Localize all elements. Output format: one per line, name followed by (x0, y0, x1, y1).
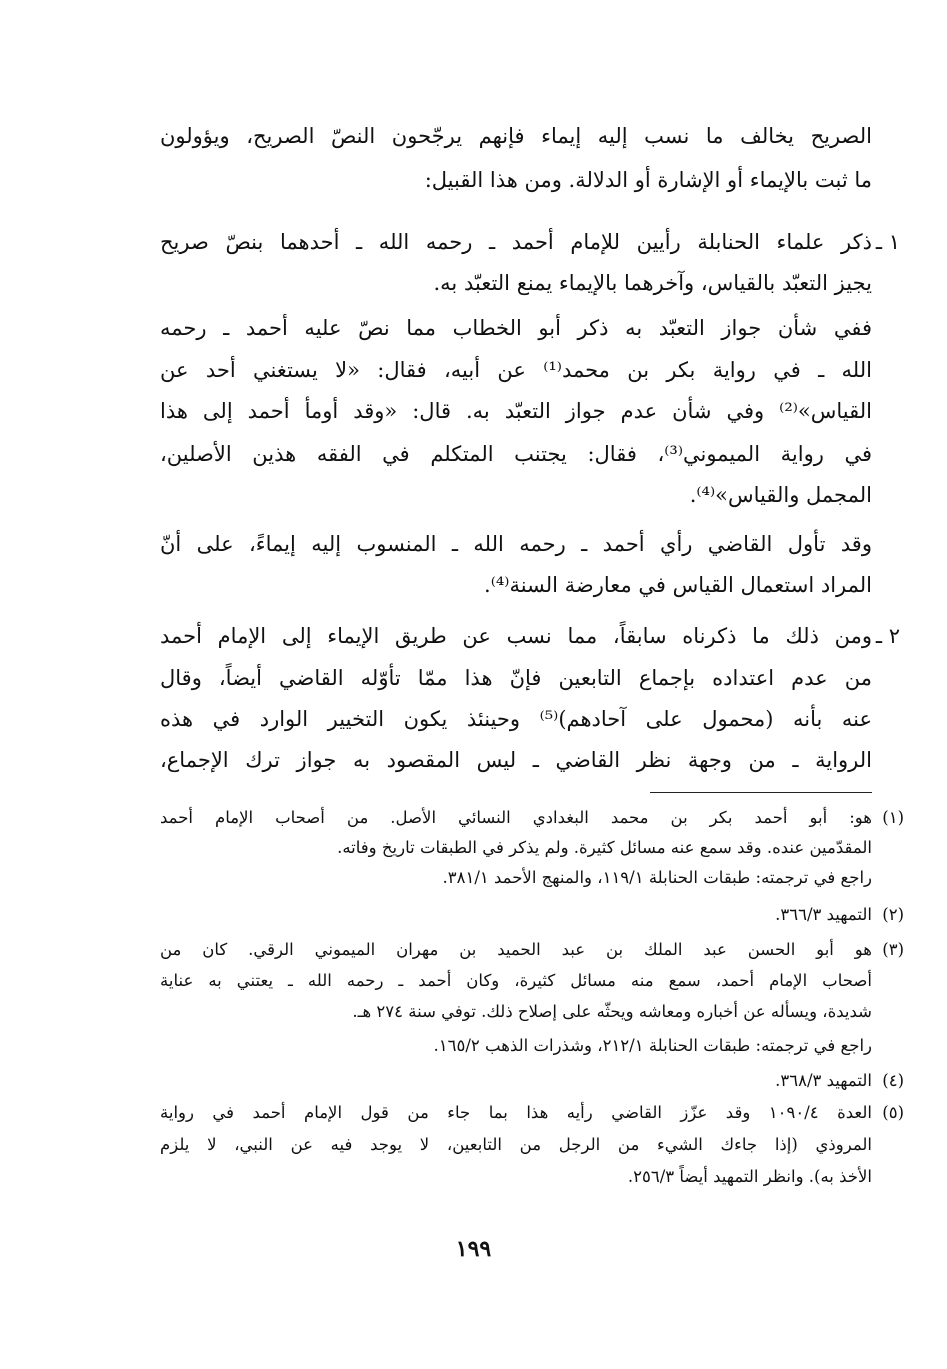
text-line: في رواية الميموني⁽³⁾، فقال: يجتنب المتكلم في الفقه هذين الأصلين، (160, 442, 872, 466)
text-line: المراد استعمال القياس في معارضة السنة⁽⁴⁾. (484, 573, 872, 597)
footnote-line: هو: أبو أحمد بكر بن محمد البغدادي النسائي الأصل. من أصحاب الإمام أحمد (160, 808, 872, 827)
page-number: ١٩٩ (455, 1236, 492, 1262)
text-line: وقد تأول القاضي رأي أحمد ـ رحمه الله ـ المنسوب إليه إيماءً، على أنّ (160, 532, 872, 556)
footnote-line: أصحاب الإمام أحمد، سمع منه مسائل كثيرة، وكان أحمد ـ رحمه الله ـ يعتني به عناية (160, 971, 872, 990)
footnote-line: هو أبو الحسن عبد الملك بن عبد الحميد بن مهران الميموني الرقي. كان من (160, 940, 872, 959)
text-line: ففي شأن جواز التعبّد به ذكر أبو الخطاب مما نصّ عليه أحمد ـ رحمه (160, 316, 872, 340)
footnote-line: العدة ١٠٩٠/٤ وقد عزّز القاضي رأيه هذا بما جاء من قول الإمام أحمد في رواية (160, 1103, 872, 1122)
footnote-number: (٤) (882, 1071, 904, 1090)
footnote-line: المروذي (إذا جاءك الشيء من الرجل من التابعين، لا يوجد فيه عن النبي، لا يلزم (160, 1135, 872, 1154)
footnote-number: (٢) (882, 905, 904, 924)
text-line: ذكر علماء الحنابلة رأيين للإمام أحمد ـ رحمه الله ـ أحدهما بنصّ صريح (160, 230, 872, 254)
text-line: المجمل والقياس»⁽⁴⁾. (689, 483, 872, 507)
text-line: عنه بأنه (محمول على آحادهم)⁽⁵⁾ وحينئذ يكون التخيير الوارد في هذه (160, 707, 872, 731)
footnote-line: التمهيد ٣٦٨/٣. (775, 1071, 872, 1090)
text-line: الصريح يخالف ما نسب إليه إيماء فإنهم يرجّحون النصّ الصريح، ويؤولون (160, 124, 872, 148)
text-line: القياس»⁽²⁾ وفي شأن عدم جواز التعبّد به. قال: «وقد أومأ أحمد إلى هذا (160, 399, 872, 423)
footnote-line: التمهيد ٣٦٦/٣. (775, 905, 872, 924)
list-number: ١ ـ (875, 230, 900, 254)
footnote-number: (١) (882, 808, 904, 827)
text-line: الله ـ في رواية بكر بن محمد⁽¹⁾ عن أبيه، فقال: «لا يستغني أحد عن (160, 358, 872, 382)
footnote-line: المقدّمين عنده. وقد سمع عنه مسائل كثيرة. ولم يذكر في الطبقات تاريخ وفاته. (337, 838, 872, 857)
text-line: يجيز التعبّد بالقياس، وآخرهما بالإيماء يمنع التعبّد به. (433, 271, 872, 295)
text-line: من عدم اعتداده بإجماع التابعين فإنّ هذا ممّا تأوّله القاضي أيضاً، وقال (160, 666, 872, 690)
footnote-line: شديدة، ويسأله عن أخباره ومعاشه ويحثّه على إصلاح ذلك. توفي سنة ٢٧٤ هـ. (352, 1002, 872, 1021)
text-line: الرواية ـ من وجهة نظر القاضي ـ ليس المقصود به جواز ترك الإجماع، (160, 748, 872, 772)
footnote-separator (650, 792, 872, 793)
text-line: ومن ذلك ما ذكرناه سابقاً، مما نسب عن طريق الإيماء إلى الإمام أحمد (160, 624, 872, 648)
footnote-line: الأخذ به). وانظر التمهيد أيضاً ٢٥٦/٣. (627, 1167, 872, 1186)
list-number: ٢ ـ (875, 624, 900, 648)
footnote-number: (٥) (882, 1103, 904, 1122)
footnote-line: راجع في ترجمته: طبقات الحنابلة ٢١٢/١، وشذرات الذهب ١٦٥/٢. (433, 1036, 872, 1055)
footnote-number: (٣) (882, 940, 904, 959)
footnote-line: راجع في ترجمته: طبقات الحنابلة ١١٩/١، والمنهج الأحمد ٣٨١/١. (442, 868, 872, 887)
text-line: ما ثبت بالإيماء أو الإشارة أو الدلالة. ومن هذا القبيل: (424, 168, 872, 192)
